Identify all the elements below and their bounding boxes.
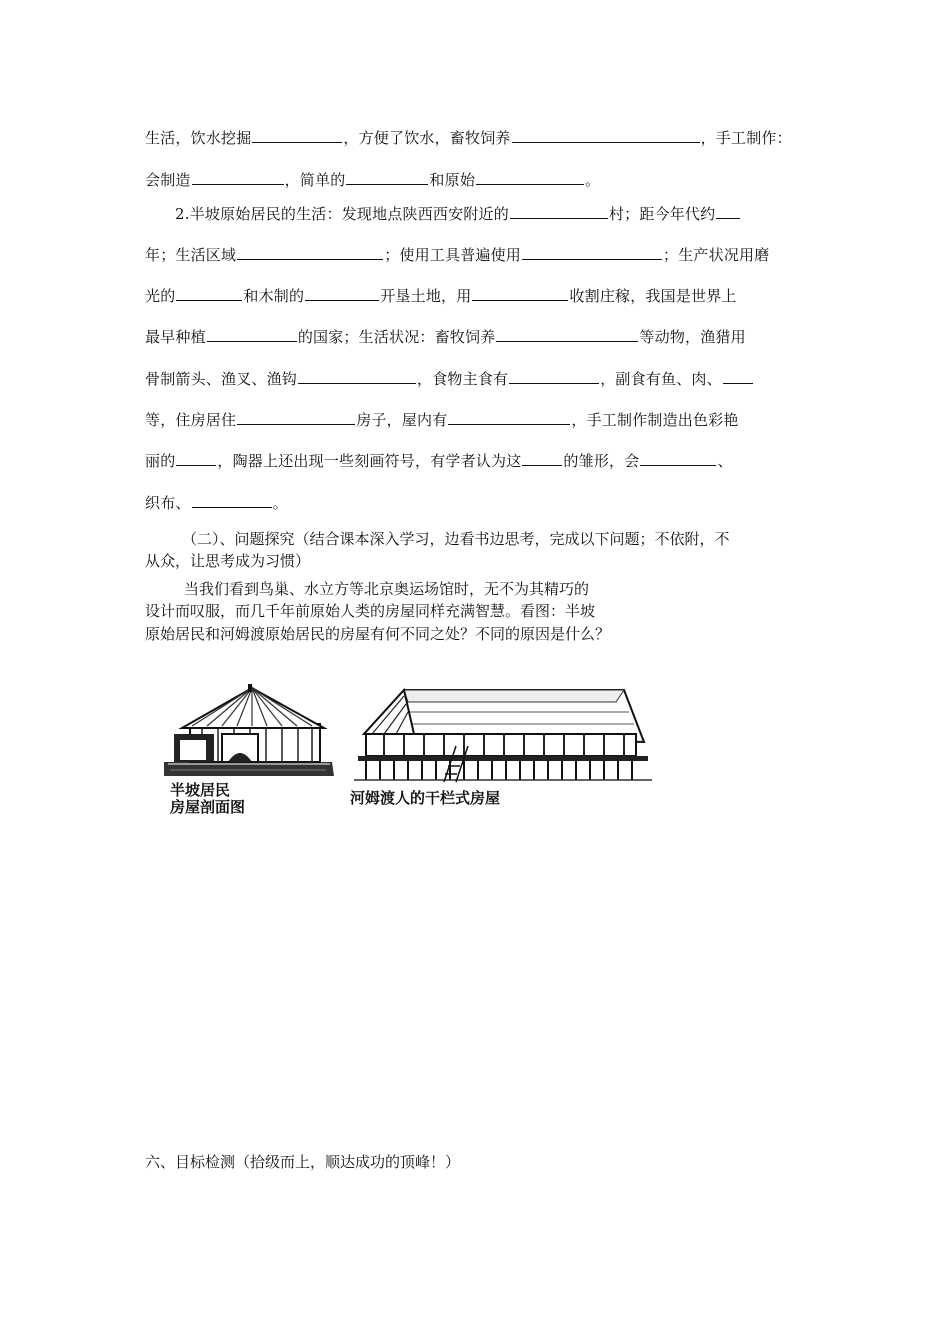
banpo-house-illustration [162, 684, 337, 784]
houses-figure [162, 684, 662, 819]
fill-line-5: 光的 和木制的 开垦土地，用 收割庄稼，我国是世界上 [145, 287, 737, 305]
question-text-1: 当我们看到鸟巢、水立方等北京奥运场馆时，无不为其精巧的 [184, 580, 590, 598]
blank[interactable] [509, 369, 599, 384]
blank[interactable] [298, 369, 416, 384]
fill-line-4: 年；生活区域 ；使用工具普遍使用 ；生产状况用磨 [145, 246, 770, 264]
question-text-3: 原始居民和河姆渡原始居民的房屋有何不同之处？不同的原因是什么？ [145, 625, 611, 643]
blank[interactable] [237, 245, 383, 260]
caption-banpo-2: 房屋剖面图 [170, 798, 246, 816]
blank[interactable] [640, 451, 716, 466]
fill-line-8: 等，住房居住 房子，屋内有 ，手工制作制造出色彩艳 [145, 411, 739, 429]
blank[interactable] [192, 170, 284, 185]
fill-line-9: 丽的 ，陶器上还出现一些刻画符号，有学者认为这 的雏形，会 、 [145, 452, 733, 470]
caption-hemudu: 河姆渡人的干栏式房屋 [350, 789, 501, 807]
blank[interactable] [207, 327, 297, 342]
section-heading-inquiry: （二）、问题探究（结合课本深入学习，边看书边思考，完成以下问题；不依附，不 [182, 530, 730, 548]
blank[interactable] [496, 327, 638, 342]
blank[interactable] [723, 369, 753, 384]
question-text-2: 设计而叹服，而几千年前原始人类的房屋同样充满智慧。看图：半坡 [145, 602, 596, 620]
blank[interactable] [522, 245, 662, 260]
fill-line-1: 生活，饮水挖掘 ，方便了饮水，畜牧饲养 ，手工制作： [145, 129, 792, 147]
blank[interactable] [192, 493, 272, 508]
section-heading-inquiry-cont: 从众，让思考成为习惯） [145, 552, 311, 570]
blank[interactable] [522, 451, 562, 466]
section-heading-target-test: 六、目标检测（拾级而上，顺达成功的顶峰！） [145, 1153, 461, 1171]
hemudu-house-illustration [344, 684, 654, 789]
fill-line-10: 织布、 。 [145, 494, 288, 512]
blank[interactable] [176, 451, 216, 466]
caption-banpo-1: 半坡居民 [170, 781, 231, 799]
blank[interactable] [512, 128, 700, 143]
blank[interactable] [472, 286, 568, 301]
blank[interactable] [476, 170, 584, 185]
fill-line-3: 2.半坡原始居民的生活：发现地点陕西西安附近的 村；距今年代约 [175, 204, 741, 224]
blank[interactable] [510, 204, 608, 219]
blank[interactable] [716, 204, 740, 219]
fill-line-2: 会制造 ，简单的 和原始 。 [145, 171, 601, 189]
fill-line-6: 最早种植 的国家；生活状况：畜牧饲养 等动物，渔猎用 [145, 328, 746, 346]
blank[interactable] [346, 170, 428, 185]
blank[interactable] [448, 410, 570, 425]
blank[interactable] [305, 286, 379, 301]
blank[interactable] [237, 410, 355, 425]
blank[interactable] [252, 128, 342, 143]
fill-line-7: 骨制箭头、渔叉、渔钩 ，食物主食有 ，副食有鱼、肉、 [145, 369, 754, 389]
blank[interactable] [176, 286, 242, 301]
